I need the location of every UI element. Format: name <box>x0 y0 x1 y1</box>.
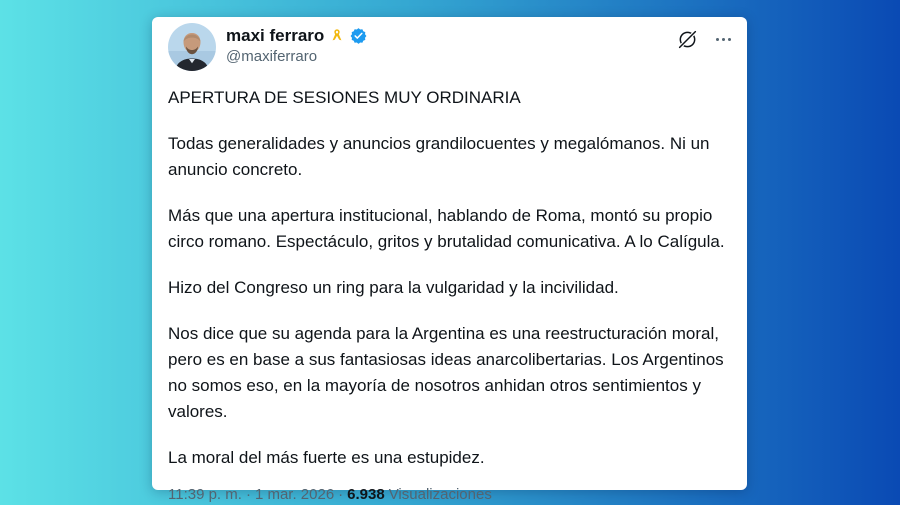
verified-badge-icon <box>350 27 367 44</box>
more-menu-button[interactable] <box>716 38 732 42</box>
author-display-name[interactable]: maxi ferraro <box>226 26 325 45</box>
avatar[interactable] <box>168 23 216 71</box>
tweet-footer <box>168 485 731 505</box>
author-block <box>226 23 367 67</box>
tweet-paragraph: Más que una apertura institucional, hablando de Roma, montó su propio circo romano. Espectáculo, gritos y brutalidad comunicativa. A lo Calígula. <box>168 206 725 251</box>
separator-dot: · <box>338 486 344 503</box>
views-count: 6.938 <box>347 486 385 503</box>
more-ellipsis-icon <box>716 38 732 42</box>
tweet-paragraph: Nos dice que su agenda para la Argentina es una reestructuración moral, pero es en base a sus fantasiosas ideas anarcolibertarias. Los Argentinos no somos eso, en la mayoría de nosotros anhidan otros sentimientos y valores. <box>168 324 724 421</box>
author-handle[interactable]: @maxiferraro <box>226 48 318 65</box>
tweet-paragraph: APERTURA DE SESIONES MUY ORDINARIA <box>168 88 521 107</box>
tweet-card <box>152 17 747 503</box>
tweet-date: 1 mar. 2026 <box>254 486 335 503</box>
tweet-paragraph: La moral del más fuerte es una estupidez. <box>168 448 485 467</box>
views-label: Visualizaciones <box>388 486 492 503</box>
separator-dot: · <box>245 486 251 503</box>
tweet-paragraph: Hizo del Congreso un ring para la vulgaridad y la incivilidad. <box>168 278 619 297</box>
author-name-row <box>226 25 367 46</box>
tweet-time: 11:39 p. m. <box>168 486 242 503</box>
profile-photo-icon <box>168 23 216 71</box>
yellow-ribbon-emoji-icon <box>329 28 345 44</box>
views-link[interactable] <box>347 485 492 505</box>
tweet-text <box>168 85 731 471</box>
header-actions <box>677 23 732 50</box>
tweet-header <box>168 23 731 71</box>
grok-button[interactable] <box>677 29 698 50</box>
grok-icon <box>677 29 698 50</box>
timestamp-link[interactable] <box>168 485 334 505</box>
tweet-paragraph: Todas generalidades y anuncios grandilocuentes y megalómanos. Ni un anuncio concreto. <box>168 134 710 179</box>
